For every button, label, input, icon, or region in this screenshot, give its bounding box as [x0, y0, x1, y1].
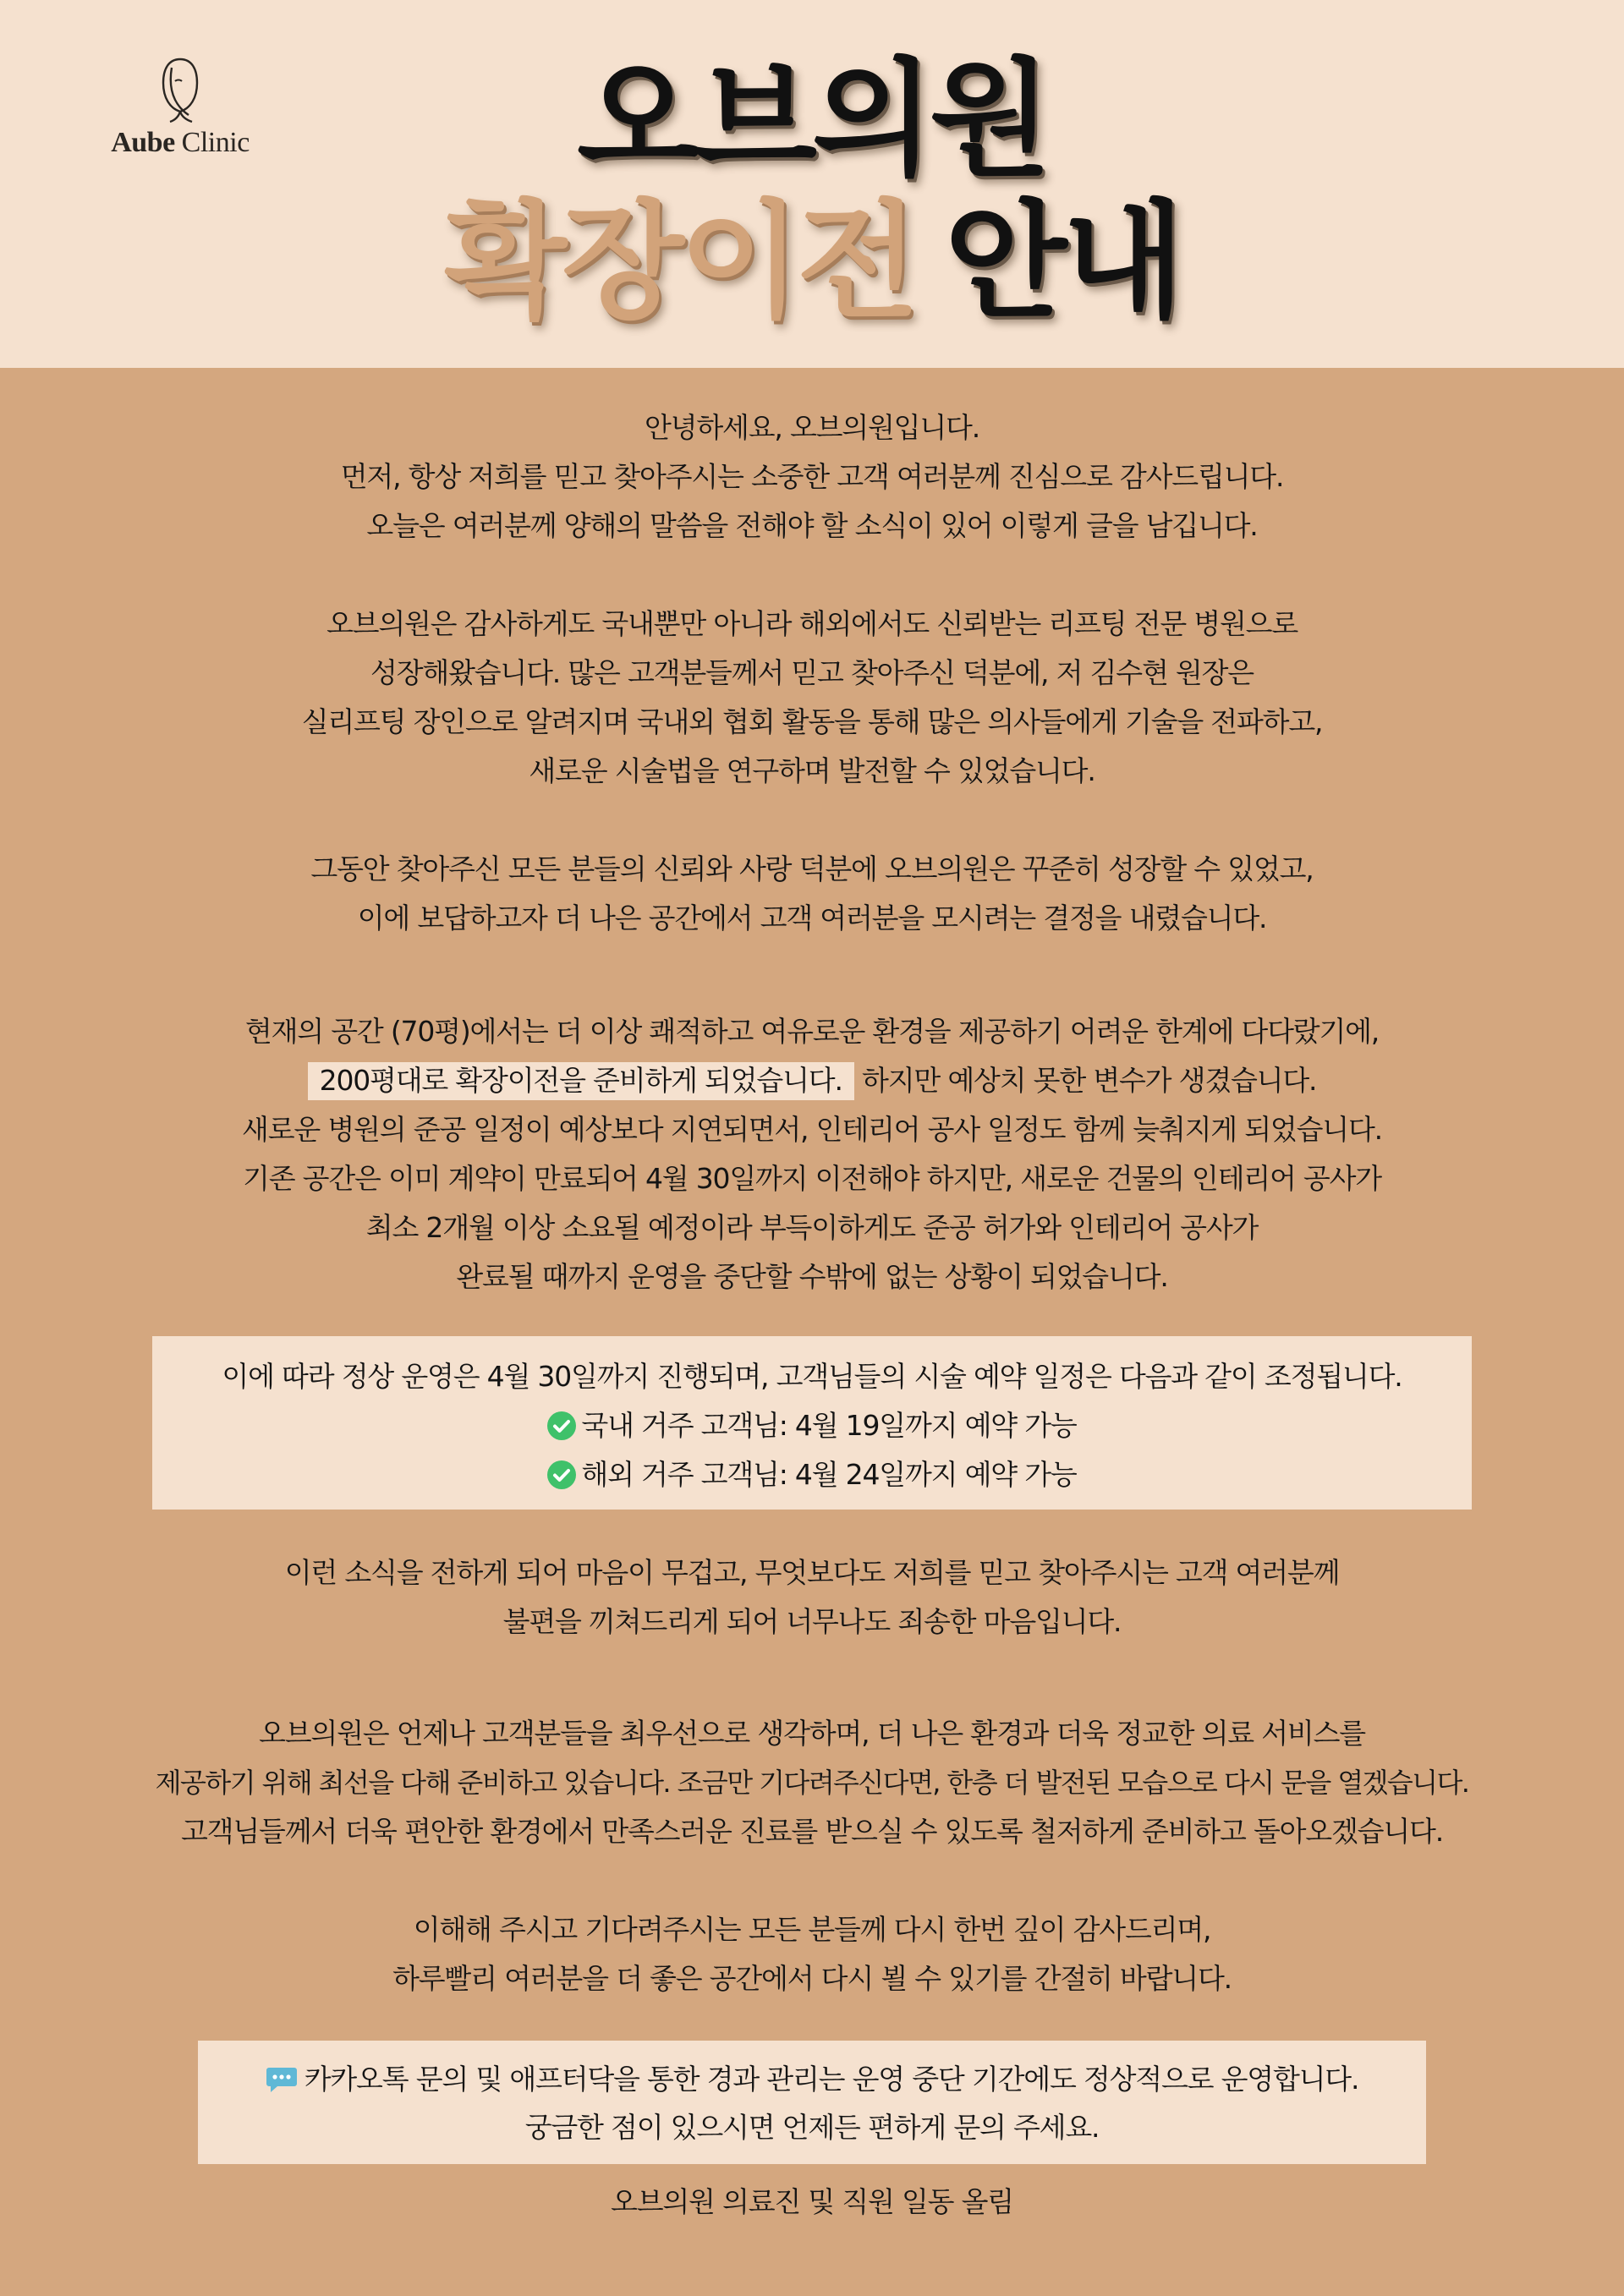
greeting-line: 안녕하세요, 오브의원입니다. [644, 411, 979, 444]
expansion-highlight: 200평대로 확장이전을 준비하게 되었습니다. [308, 1062, 854, 1100]
paragraph-line: 제공하기 위해 최선을 다해 준비하고 있습니다. 조금만 기다려주신다면, 한층 더 발전된 모습으로 다시 문을 열겠습니다. [155, 1767, 1469, 1799]
paragraph-line: 고객님들께서 더욱 편안한 환경에서 만족스러운 진료를 받으실 수 있도록 철저하게 준비하고 돌아오겠습니다. [181, 1815, 1443, 1848]
paragraph-line: 새로운 시술법을 연구하며 발전할 수 있었습니다. [529, 754, 1095, 787]
paragraph-line: 불편을 끼쳐드리게 되어 너무나도 죄송한 마음입니다. [502, 1605, 1122, 1638]
contact-line1 [0, 2061, 1624, 2098]
paragraph-line: 새로운 병원의 준공 일정이 예상보다 지연되면서, 인테리어 공사 일정도 함께 늦춰지게 되었습니다. [242, 1113, 1382, 1146]
overseas-booking-text: 해외 거주 고객님: 4월 24일까지 예약 가능 [581, 1458, 1077, 1491]
paragraph-line: 성장해왔습니다. 많은 고객분들께서 믿고 찾아주신 덕분에, 저 김수현 원장은 [370, 656, 1254, 689]
paragraph-line: 오브의원은 감사하게도 국내뿐만 아니라 해외에서도 신뢰받는 리프팅 전문 병원으로 [326, 607, 1298, 640]
schedule-domestic [0, 1407, 1624, 1444]
contact-text: 카카오톡 문의 및 애프터닥을 통한 경과 관리는 운영 중단 기간에도 정상적으로 운영합니다. [304, 2063, 1359, 2096]
check-circle-icon [547, 1460, 576, 1489]
check-circle-icon [547, 1411, 576, 1440]
page-title-line1: 오브의원 [577, 47, 1047, 194]
page-title-line2 [0, 189, 1624, 336]
header [0, 0, 1624, 368]
title-accent: 확장이전 [444, 189, 914, 336]
intro-line: 오늘은 여러분께 양해의 말씀을 전해야 할 소식이 있어 이렇게 글을 남깁니다. [366, 509, 1258, 542]
paragraph-line: 이해해 주시고 기다려주시는 모든 분들께 다시 한번 깊이 감사드리며, [413, 1913, 1211, 1946]
paragraph-line: 하루빨리 여러분을 더 좋은 공간에서 다시 뵐 수 있기를 간절히 바랍니다. [392, 1962, 1232, 1995]
unexpected-note: 하지만 예상치 못한 변수가 생겼습니다. [862, 1064, 1317, 1097]
paragraph-line: 이런 소식을 전하게 되어 마음이 무겁고, 무엇보다도 저희를 믿고 찾아주시는 고객 여러분께 [284, 1556, 1340, 1589]
chat-bubble-icon [266, 2065, 298, 2094]
contact-line2: 궁금한 점이 있으시면 언제든 편하게 문의 주세요. [524, 2111, 1100, 2144]
paragraph-line [0, 1062, 1624, 1099]
thanks-line: 먼저, 항상 저희를 믿고 찾아주시는 소중한 고객 여러분께 진심으로 감사드립니다. [340, 460, 1284, 493]
paragraph-line: 현재의 공간 (70평)에서는 더 이상 쾌적하고 여유로운 환경을 제공하기 어려운 한계에 다다랐기에, [244, 1015, 1380, 1048]
title-rest: 안내 [944, 189, 1180, 336]
brand-name: Aube Clinic [111, 127, 250, 158]
schedule-intro: 이에 따라 정상 운영은 4월 30일까지 진행되며, 고객님들의 시술 예약 일정은 다음과 같이 조정됩니다. [222, 1360, 1402, 1393]
paragraph-line: 그동안 찾아주신 모든 분들의 신뢰와 사랑 덕분에 오브의원은 꾸준히 성장할 수 있었고, [310, 852, 1314, 885]
domestic-booking-text: 국내 거주 고객님: 4월 19일까지 예약 가능 [581, 1409, 1077, 1442]
paragraph-line: 기존 공간은 이미 계약이 만료되어 4월 30일까지 이전해야 하지만, 새로운 건물의 인테리어 공사가 [243, 1162, 1381, 1195]
signature: 오브의원 의료진 및 직원 일동 올림 [611, 2185, 1013, 2218]
paragraph-line: 오브의원은 언제나 고객분들을 최우선으로 생각하며, 더 나은 환경과 더욱 정교한 의료 서비스를 [259, 1717, 1365, 1750]
paragraph-line: 최소 2개월 이상 소요될 예정이라 부득이하게도 준공 허가와 인테리어 공사가 [365, 1211, 1259, 1244]
schedule-overseas [0, 1456, 1624, 1493]
paragraph-line: 완료될 때까지 운영을 중단할 수밖에 없는 상황이 되었습니다. [456, 1260, 1168, 1293]
paragraph-line: 이에 보답하고자 더 나은 공간에서 고객 여러분을 모시려는 결정을 내렸습니다. [357, 901, 1267, 934]
paragraph-line: 실리프팅 장인으로 알려지며 국내외 협회 활동을 통해 많은 의사들에게 기술을 전파하고, [301, 705, 1323, 738]
